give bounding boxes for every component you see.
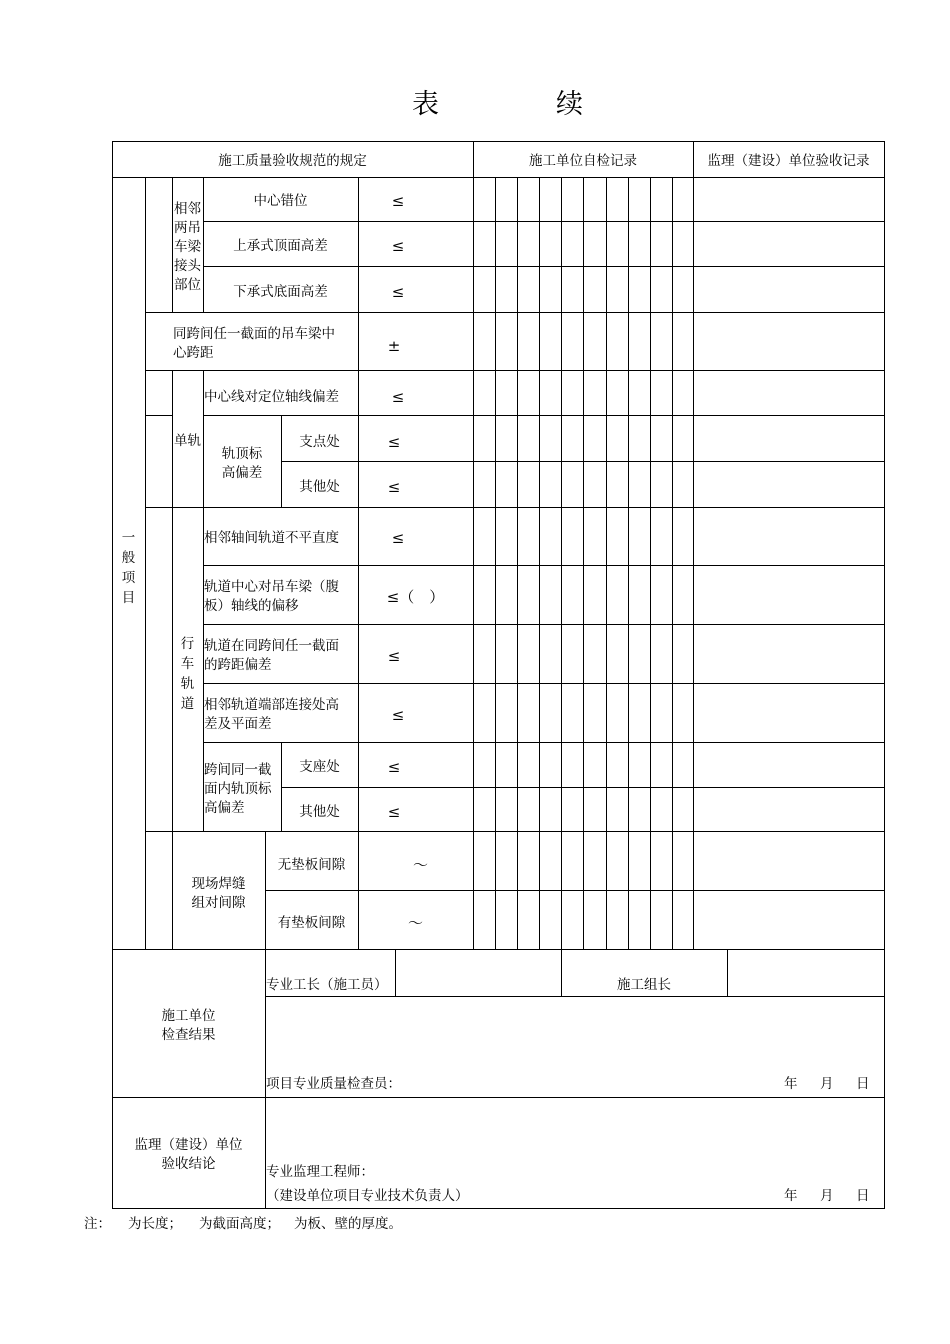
label-line: 跨间同一截 [204,762,272,778]
grid-line [145,831,885,832]
grid-line [112,949,885,950]
label-char: 轨 [180,676,195,692]
grid-line [265,890,885,891]
grid-line [145,415,173,416]
grid-line [145,177,146,950]
with-pad-gap: 有垫板间隙 [277,915,346,931]
symbol-le: ≤ [391,283,405,301]
symbol-le: ≤ [387,803,401,821]
label-line: 组对间隙 [191,895,246,911]
grid-line [395,949,396,997]
label-line: 部位 [174,277,201,293]
grid-line [145,507,885,508]
symbol-le: ≤ [387,758,401,776]
grid-line [203,683,885,684]
grid-line [112,177,885,178]
label-line: 轨道中心对吊车梁（腹 [204,579,339,595]
header-self-check: 施工单位自检记录 [529,153,637,169]
grid-line [281,787,885,788]
label-line: 高偏差 [221,465,263,481]
weld-gap-label [172,875,265,913]
grid-line [606,177,607,950]
grid-line [203,415,885,416]
label-char: 行 [180,636,195,652]
centerline-offset: 中心线对定位轴线偏差 [204,389,339,405]
label-line: 检查结果 [161,1027,216,1043]
grid-line [203,742,885,743]
symbol-le: ≤ [391,192,405,210]
note-prefix: 注： [84,1216,111,1232]
grid-line [145,312,885,313]
grid-line [281,461,885,462]
owner-rep-label: （建设单位项目专业技术负责人） [266,1188,469,1204]
grid-line [628,177,629,950]
symbol-le: ≤ [387,433,401,451]
grid-line [727,949,728,997]
symbol-pm: ± [387,337,401,355]
grid-line [265,996,885,997]
grid-line [145,370,885,371]
rail-center-offset [204,578,339,616]
label-line: 接头 [174,258,201,274]
symbol-le-paren: ≤（ ） [386,588,445,606]
grid-line [539,177,540,950]
label-line: 两吊 [174,220,201,236]
label-line: 相邻轨道端部连接处高 [204,697,339,713]
team-leader-label: 施工组长 [617,977,671,993]
grid-line [112,1208,885,1209]
note-length: 为长度； [128,1216,182,1232]
grid-line [884,141,885,1209]
note-section-height: 为截面高度； [199,1216,280,1232]
support-seat: 支座处 [299,759,340,775]
general-items-label [112,528,145,608]
symbol-le: ≤ [391,388,405,406]
label-line: 监理（建设）单位 [134,1137,243,1153]
general-char: 目 [121,590,136,606]
symbol-range: ～ [412,856,428,874]
general-char: 般 [121,550,136,566]
label-line: 差及平面差 [204,716,272,732]
label-line: 轨道在同跨间任一截面 [204,638,339,654]
label-line: 现场焊缝 [191,876,246,892]
symbol-le: ≤ [391,706,405,724]
rail-span-deviation [204,637,339,675]
foreman-label: 专业工长（施工员） [266,977,388,993]
label-line: 的跨距偏差 [204,657,272,673]
date-day: 日 [856,1076,870,1092]
single-rail-label: 单轨 [174,433,201,449]
title-char-2: 续 [556,89,583,120]
symbol-range: ～ [407,914,423,932]
label-line: 板）轴线的偏移 [204,598,299,614]
grid-line [112,1097,885,1098]
grid-line [203,624,885,625]
center-misalignment: 中心错位 [253,193,308,209]
rail-straightness: 相邻轴间轨道不平直度 [204,530,339,546]
grid-line [583,177,584,950]
same-span-label [173,325,335,363]
grid-line [112,141,113,1209]
grid-line [203,565,885,566]
date-day: 日 [856,1188,870,1204]
label-line: 高偏差 [204,800,245,816]
note-thickness: 为板、壁的厚度。 [294,1216,402,1232]
label-line: 轨顶标 [221,446,263,462]
header-supervision: 监理（建设）单位验收记录 [707,153,870,169]
label-line: 车梁 [174,239,201,255]
grid-line [693,141,694,950]
lower-bottom-diff: 下承式底面高差 [233,284,328,300]
grid-line [112,141,885,142]
rail-top-elevation-label [203,445,281,483]
date-year: 年 [784,1076,798,1092]
grid-line [517,177,518,950]
grid-line [172,177,173,313]
crane-track-label [172,634,203,714]
grid-line [203,266,885,267]
symbol-le: ≤ [391,237,405,255]
rail-end-joint-diff [204,696,339,734]
date-month: 月 [820,1076,834,1092]
grid-line [495,177,496,950]
other-point: 其他处 [299,804,340,820]
adjacent-beam-joint-label [174,200,201,295]
no-pad-gap: 无垫板间隙 [277,857,346,873]
label-line: 心跨距 [173,345,214,361]
construction-result-label [112,1007,265,1045]
label-line: 同跨间任一截面的吊车梁中 [173,326,335,342]
grid-line [650,177,651,950]
date-year: 年 [784,1188,798,1204]
symbol-le: ≤ [387,478,401,496]
upper-top-diff: 上承式顶面高差 [233,238,328,254]
other-point: 其他处 [299,479,340,495]
label-char: 道 [180,696,195,712]
support-point: 支点处 [299,434,340,450]
label-char: 车 [180,656,195,672]
grid-line [672,177,673,950]
date-month: 月 [820,1188,834,1204]
quality-inspector-label: 项目专业质量检查员： [266,1076,401,1092]
general-char: 项 [121,570,136,586]
supervision-engineer-label: 专业监理工程师： [266,1164,374,1180]
grid-line [473,141,474,950]
label-line: 面内轨顶标 [204,781,272,797]
general-char: 一 [121,530,136,546]
symbol-le: ≤ [391,529,405,547]
label-line: 施工单位 [161,1008,216,1024]
label-line: 验收结论 [161,1156,216,1172]
same-section-label [204,761,272,818]
title-char-1: 表 [412,89,439,120]
label-line: 相邻 [174,201,201,217]
symbol-le: ≤ [387,647,401,665]
header-spec: 施工质量验收规范的规定 [218,153,367,169]
grid-line [561,177,562,950]
supervision-conclusion-label [112,1136,265,1174]
grid-line [203,221,885,222]
